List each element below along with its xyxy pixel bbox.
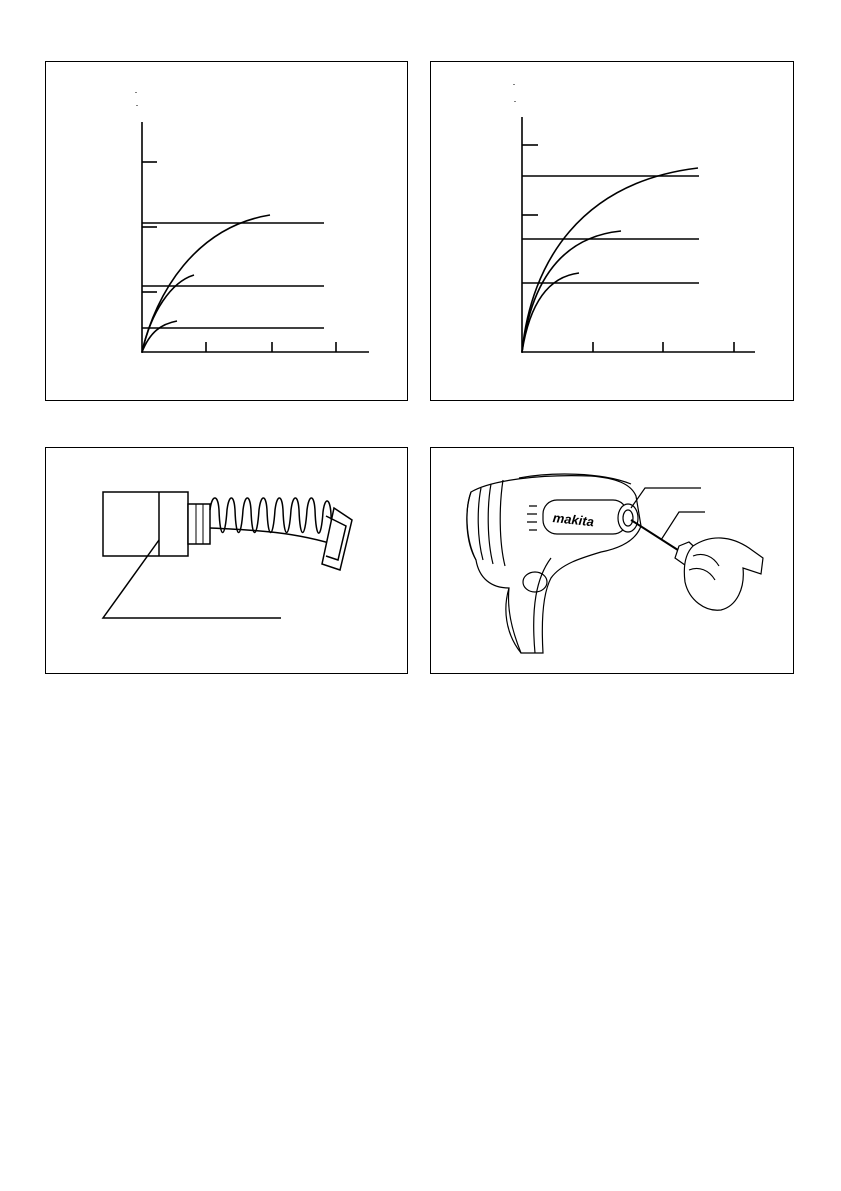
curve-high [522,168,698,352]
hand [684,538,763,610]
figure-graph-left [45,61,408,401]
curve-low [142,321,177,352]
brand-logo: makita [552,510,595,530]
trigger [523,572,547,592]
figure-brush-holder-cap-removal [430,447,794,674]
brush-neck [188,504,210,544]
figure-graph-right [430,61,794,401]
figure-carbon-brush [45,447,408,674]
cap-removal-drawing [431,448,795,675]
graph-right-drawing [431,62,795,402]
leader-line-screwdriver [661,512,705,540]
curve-mid [522,231,621,352]
brush-holder-cap [618,504,638,532]
curve-high [142,215,270,352]
carbon-brush-drawing [46,448,409,675]
brush-block [103,492,188,556]
leader-line-cap [631,488,701,508]
graph-left-drawing [46,62,409,402]
screwdriver-shaft [631,520,681,552]
terminal-clip [322,508,352,570]
